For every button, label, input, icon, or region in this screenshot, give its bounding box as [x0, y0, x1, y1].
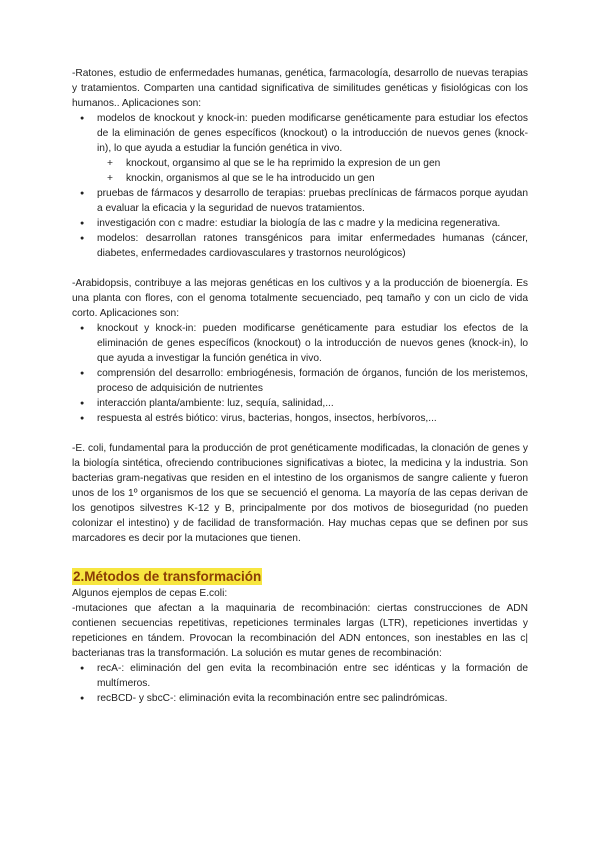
examples-intro: Algunos ejemplos de cepas E.coli: — [72, 588, 228, 599]
sublist-item: + knockout, organsimo al que se le ha reprimido la expresion de un gen — [107, 156, 528, 171]
list-item: ● modelos: desarrollan ratones transgénicos para imitar enfermedades humanas (cáncer, diabetes, enfermedades cardiovasculares y trastornos neurológicos) — [72, 231, 528, 261]
list-item: ● recBCD- y sbcC-: eliminación evita la recombinación entre sec palindrómicas. — [72, 691, 528, 706]
ratones-intro: -Ratones, estudio de enfermedades humanas, genética, farmacología, desarrollo de nuevas terapias y tratamientos. Comparten una cantidad significativa de similitudes genéticas y fisiológicas con los humanos.. Aplicaciones son: — [72, 68, 528, 109]
list-item — [72, 111, 528, 186]
ecoli-paragraph: -E. coli, fundamental para la producción de prot genéticamente modificadas, la clonación de genes y la biología sintética, ofreciendo contribuciones significativas a biotec, la medicina y la industria. Son bacterias gram-negativas que residen en el intestino de los organismos de sangre caliente y fueron unos de los 1º organismos de los que se secuenció el genoma. La mayoría de las cepas derivan de los genotipos silvestres K-12 y B, principalmente por dos motivos de bioseguridad (no pueden colonizar el intestino) y de facilidad de transformación. Hay muchas cepas que se definen por sus marcadores es decir por la mutaciones que tienen. — [72, 443, 528, 544]
ratones-list — [72, 111, 528, 261]
list-item: ● recA-: eliminación del gen evita la recombinación entre sec idénticas y la formación de multímeros. — [72, 661, 528, 691]
list-item: ● investigación con c madre: estudiar la biología de las c madre y la medicina regenerativa. — [72, 216, 528, 231]
ratones-sublist — [107, 156, 528, 186]
document-page — [72, 66, 528, 706]
list-item: ● knockout y knock-in: pueden modificarse genéticamente para estudiar los efectos de la eliminación de genes específicos (knockout) o la introducción de nuevos genes (knock-in), lo que ayuda a investigar la función genética in vivo. — [72, 321, 528, 366]
sublist-item: + knockin, organismos al que se le ha introducido un gen — [107, 171, 528, 186]
section-heading-wrap — [72, 568, 528, 586]
arabidopsis-list — [72, 321, 528, 426]
list-item-text: modelos de knockout y knock-in: pueden modificarse genéticamente para estudiar los efectos de la eliminación de genes específicos (knockout) o la introducción de nuevos genes (knock-in), lo que ayuda a estudiar la función genética in vivo. — [97, 113, 528, 154]
arabidopsis-intro: -Arabidopsis, contribuye a las mejoras genéticas en los cultivos y a la producción de bioenergía. Es una planta con flores, con el genoma totalmente secuenciado, peq tamaño y con un ciclo de vida corto. Aplicaciones son: — [72, 278, 528, 319]
list-item: ● respuesta al estrés biótico: virus, bacterias, hongos, insectos, herbívoros,... — [72, 411, 528, 426]
section-heading: 2.Métodos de transformación — [73, 569, 262, 584]
mutaciones-paragraph: -mutaciones que afectan a la maquinaria de recombinación: ciertas construcciones de ADN contienen secuencias repetitivas, repeticiones terminales largas (LTR), repeticiones invertidas y repeticiones en tándem. Provocan la recombinación del ADN entonces, son inestables en las c| bacterianas tras la transformación. La solución es mutar genes de recombinación: — [72, 603, 528, 659]
recombination-list — [72, 661, 528, 706]
list-item: ● interacción planta/ambiente: luz, sequía, salinidad,... — [72, 396, 528, 411]
list-item: ● comprensión del desarrollo: embriogénesis, formación de órganos, función de los meristemos, proceso de adquisición de nutrientes — [72, 366, 528, 396]
list-item: ● pruebas de fármacos y desarrollo de terapias: pruebas preclínicas de fármacos porque ayudan a evaluar la eficacia y la seguridad de nuevos tratamientos. — [72, 186, 528, 216]
